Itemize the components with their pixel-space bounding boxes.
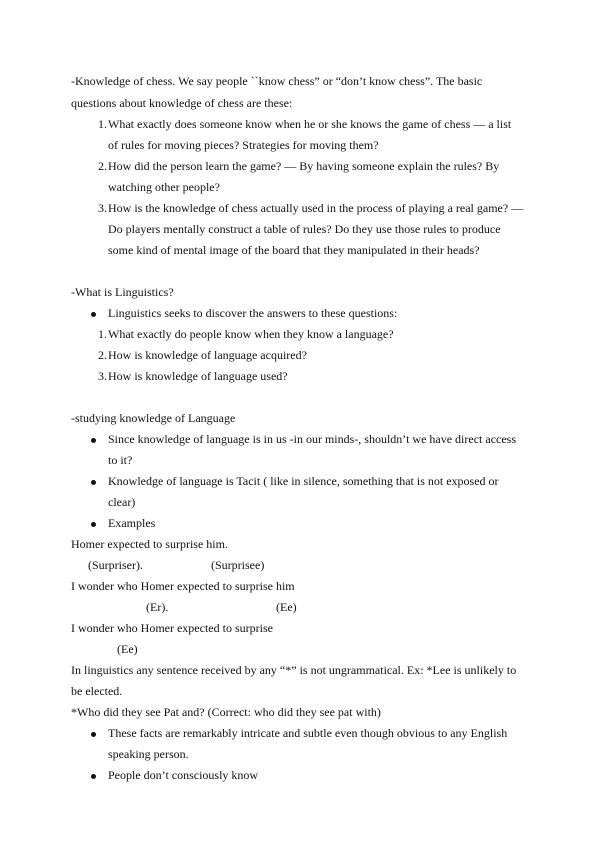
final-bullet-1-line-1: These facts are remarkably intricate and subtle even though obvious to any English [108, 726, 508, 740]
bullet-icon [91, 516, 96, 530]
note-line-3: *Who did they see Pat and? (Correct: who did they see pat with) [71, 705, 381, 719]
chess-question-1-line-2: of rules for moving pieces? Strategies for moving them? [108, 138, 379, 152]
chess-question-1-line-1: What exactly does someone know when he or she knows the game of chess — a list [108, 117, 512, 131]
example-sentence-3: I wonder who Homer expected to surprise [71, 621, 273, 635]
example-1-role-b: (Surprisee) [211, 558, 265, 572]
studying-bullet-1-line-2: to it? [108, 453, 133, 467]
example-3-role-a: (Ee) [117, 642, 138, 656]
chess-question-3-line-2: Do players mentally construct a table of rules? Do they use those rules to produce [108, 222, 501, 236]
linguistics-bullet: Linguistics seeks to discover the answers to these questions: [108, 306, 398, 320]
example-1-role-a: (Surpriser). [88, 558, 143, 572]
chess-intro-line-2: questions about knowledge of chess are these: [71, 96, 293, 110]
section-heading-linguistics: -What is Linguistics? [71, 285, 174, 299]
bullet-icon [91, 768, 96, 782]
studying-bullet-3: Examples [108, 516, 156, 530]
studying-bullet-2-line-2: clear) [108, 495, 136, 509]
section-heading-studying-language: -studying knowledge of Language [71, 411, 236, 425]
chess-question-2-line-2: watching other people? [108, 180, 220, 194]
bullet-icon [91, 432, 96, 446]
final-bullet-1-line-2: speaking person. [108, 747, 189, 761]
note-line-1: In linguistics any sentence received by any “*” is not ungrammatical. Ex: *Lee is unlikely to [71, 663, 517, 677]
chess-intro-line-1: -Knowledge of chess. We say people ``know chess” or “don’t know chess”. The basic [71, 74, 483, 88]
bullet-icon [91, 306, 96, 320]
linguistics-question-1: What exactly do people know when they know a language? [108, 327, 394, 341]
chess-question-2-line-1: How did the person learn the game? — By having someone explain the rules? By [108, 159, 500, 173]
note-line-2: be elected. [71, 684, 123, 698]
linguistics-question-2: How is knowledge of language acquired? [108, 348, 307, 362]
linguistics-question-3: How is knowledge of language used? [108, 369, 288, 383]
bullet-icon [91, 474, 96, 488]
chess-question-3-line-1: How is the knowledge of chess actually used in the process of playing a real game? — [108, 201, 524, 215]
final-bullet-2: People don’t consciously know [108, 768, 259, 782]
example-2-role-b: (Ee) [276, 600, 297, 614]
example-sentence-2: I wonder who Homer expected to surprise him [71, 579, 295, 593]
example-sentence-1: Homer expected to surprise him. [71, 537, 228, 551]
example-2-role-a: (Er). [146, 600, 169, 614]
chess-question-3-line-3: some kind of mental image of the board that they manipulated in their heads? [108, 243, 480, 257]
studying-bullet-1-line-1: Since knowledge of language is in us -in our minds-, shouldn’t we have direct access [108, 432, 517, 446]
bullet-icon [91, 726, 96, 740]
studying-bullet-2-line-1: Knowledge of language is Tacit ( like in silence, something that is not exposed or [108, 474, 499, 488]
document-page: -Knowledge of chess. We say people ``know chess” or “don’t know chess”. The basic questions about knowledge of chess are these: 1. What exactly does someone know when he or she knows the game of chess — a list of rules for moving pieces? Strategies for moving them? 2. How did the person learn the game? — By having someone explain the rules? By watching other people? 3. How is the knowledge of chess actually used in the process of playing a real game? — Do players mentally construct a table of rules? Do they use those rules to produce some kind of mental image of the board that they manipulated in their heads? -What is Linguistics? Linguistics seeks to discover the answers to these questions: 1. What exactly do people know when they know a language? 2. How is knowledge of language acquired? 3. How is knowledge of language used? -studying knowledge of Language Since knowledge of language is in us -in our minds-, shouldn’t we have direct access to it? Knowledge of language is Tacit ( like in silence, something that is not exposed or clear) Examples Homer expected to surprise him. (Surpriser). (Surprisee) I wonder who Homer expected to surprise him (Er). (Ee) I wonder who Homer expected to surprise (Ee) In linguistics any sentence received by any “*” is not ungrammatical. Ex: *Lee is unlikely to be elected. *Who did they see Pat and? (Correct: who did they see pat with) These facts are remarkably intricate and subtle even though obvious to any English speaking person. People don’t consciously know [71, 74, 524, 782]
